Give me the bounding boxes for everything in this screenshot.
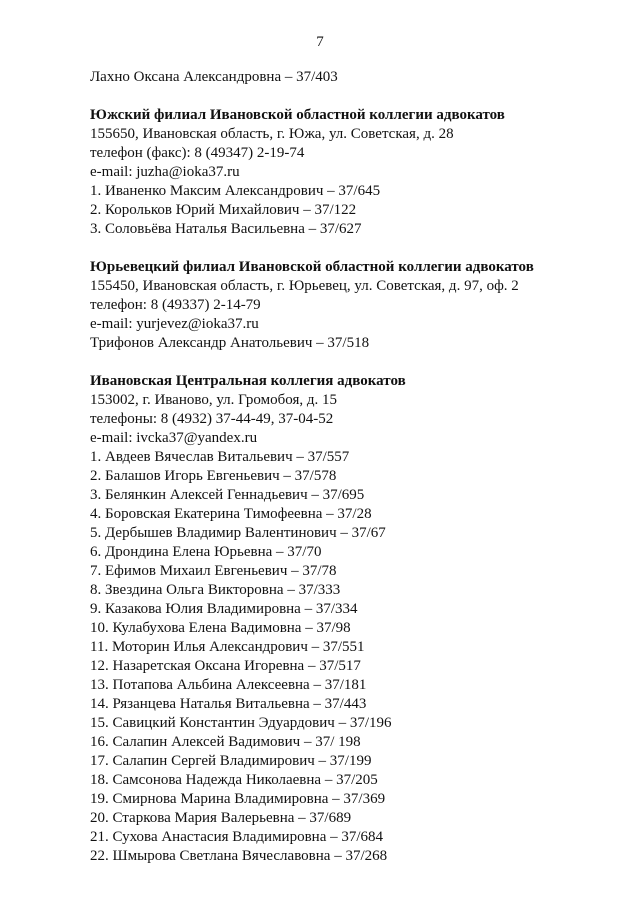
lawyer-entry: 16. Салапин Алексей Вадимович – 37/ 198 <box>90 734 361 750</box>
section-spacer <box>90 353 610 372</box>
document-body <box>90 68 610 866</box>
section-email: e-mail: ivcka37@yandex.ru <box>90 430 258 446</box>
lawyer-entry: 12. Назаретская Оксана Игоревна – 37/517 <box>90 658 361 674</box>
lawyer-entry: 3. Соловьёва Наталья Васильевна – 37/627 <box>90 221 362 237</box>
lawyer-entry: 18. Самсонова Надежда Николаевна – 37/205 <box>90 772 378 788</box>
lawyer-entry: 21. Сухова Анастасия Владимировна – 37/684 <box>90 829 384 845</box>
section-address: 153002, г. Иваново, ул. Громобоя, д. 15 <box>90 392 337 408</box>
lawyer-entry: 2. Корольков Юрий Михайлович – 37/122 <box>90 202 357 218</box>
section-yuzha-branch <box>90 106 610 239</box>
lawyer-entry: Лахно Оксана Александровна – 37/403 <box>90 69 338 85</box>
lawyer-entry: 8. Звездина Ольга Викторовна – 37/333 <box>90 582 341 598</box>
lawyer-entry: 4. Боровская Екатерина Тимофеевна – 37/28 <box>90 506 372 522</box>
section-spacer <box>90 87 610 106</box>
lawyer-entry: 6. Дрондина Елена Юрьевна – 37/70 <box>90 544 322 560</box>
section-spacer <box>90 239 610 258</box>
lawyer-entry: 19. Смирнова Марина Владимировна – 37/369 <box>90 791 386 807</box>
section-email: e-mail: yurjevez@ioka37.ru <box>90 316 259 332</box>
lawyer-entry: 1. Иваненко Максим Александрович – 37/645 <box>90 183 381 199</box>
lawyer-entry: 2. Балашов Игорь Евгеньевич – 37/578 <box>90 468 337 484</box>
lawyer-entry: 22. Шмырова Светлана Вячеславовна – 37/268 <box>90 848 388 864</box>
lawyer-entry: 15. Савицкий Константин Эдуардович – 37/196 <box>90 715 392 731</box>
section-phone: телефон (факс): 8 (49347) 2-19-74 <box>90 145 305 161</box>
section-yurjevets-branch <box>90 258 610 353</box>
section-phone: телефон: 8 (49337) 2-14-79 <box>90 297 261 313</box>
lawyer-entry: 20. Старкова Мария Валерьевна – 37/689 <box>90 810 352 826</box>
section-title: Юрьевецкий филиал Ивановской областной коллегии адвокатов <box>90 259 534 275</box>
lawyer-entry: 10. Кулабухова Елена Вадимовна – 37/98 <box>90 620 351 636</box>
lawyer-entry: 3. Белянкин Алексей Геннадьевич – 37/695 <box>90 487 365 503</box>
lawyer-entry: Трифонов Александр Анатольевич – 37/518 <box>90 335 370 351</box>
section-address: 155450, Ивановская область, г. Юрьевец, ул. Советская, д. 97, оф. 2 <box>90 278 519 294</box>
lawyer-entry: 1. Авдеев Вячеслав Витальевич – 37/557 <box>90 449 350 465</box>
lawyer-entry: 17. Салапин Сергей Владимирович – 37/199 <box>90 753 372 769</box>
lawyer-entry: 11. Моторин Илья Александрович – 37/551 <box>90 639 365 655</box>
lawyer-entry: 9. Казакова Юлия Владимировна – 37/334 <box>90 601 358 617</box>
section-title: Ивановская Центральная коллегия адвокатов <box>90 373 406 389</box>
lawyer-entry: 5. Дербышев Владимир Валентинович – 37/67 <box>90 525 386 541</box>
section-address: 155650, Ивановская область, г. Южа, ул. Советская, д. 28 <box>90 126 454 142</box>
section-email: e-mail: juzha@ioka37.ru <box>90 164 240 180</box>
lawyer-entry: 13. Потапова Альбина Алексеевна – 37/181 <box>90 677 367 693</box>
section-title: Южский филиал Ивановской областной коллегии адвокатов <box>90 107 505 123</box>
page-number: 7 <box>316 34 324 50</box>
lawyer-entry: 14. Рязанцева Наталья Витальевна – 37/443 <box>90 696 367 712</box>
section-central-college <box>90 372 610 866</box>
section-phone: телефоны: 8 (4932) 37-44-49, 37-04-52 <box>90 411 334 427</box>
lawyer-entry: 7. Ефимов Михаил Евгеньевич – 37/78 <box>90 563 337 579</box>
